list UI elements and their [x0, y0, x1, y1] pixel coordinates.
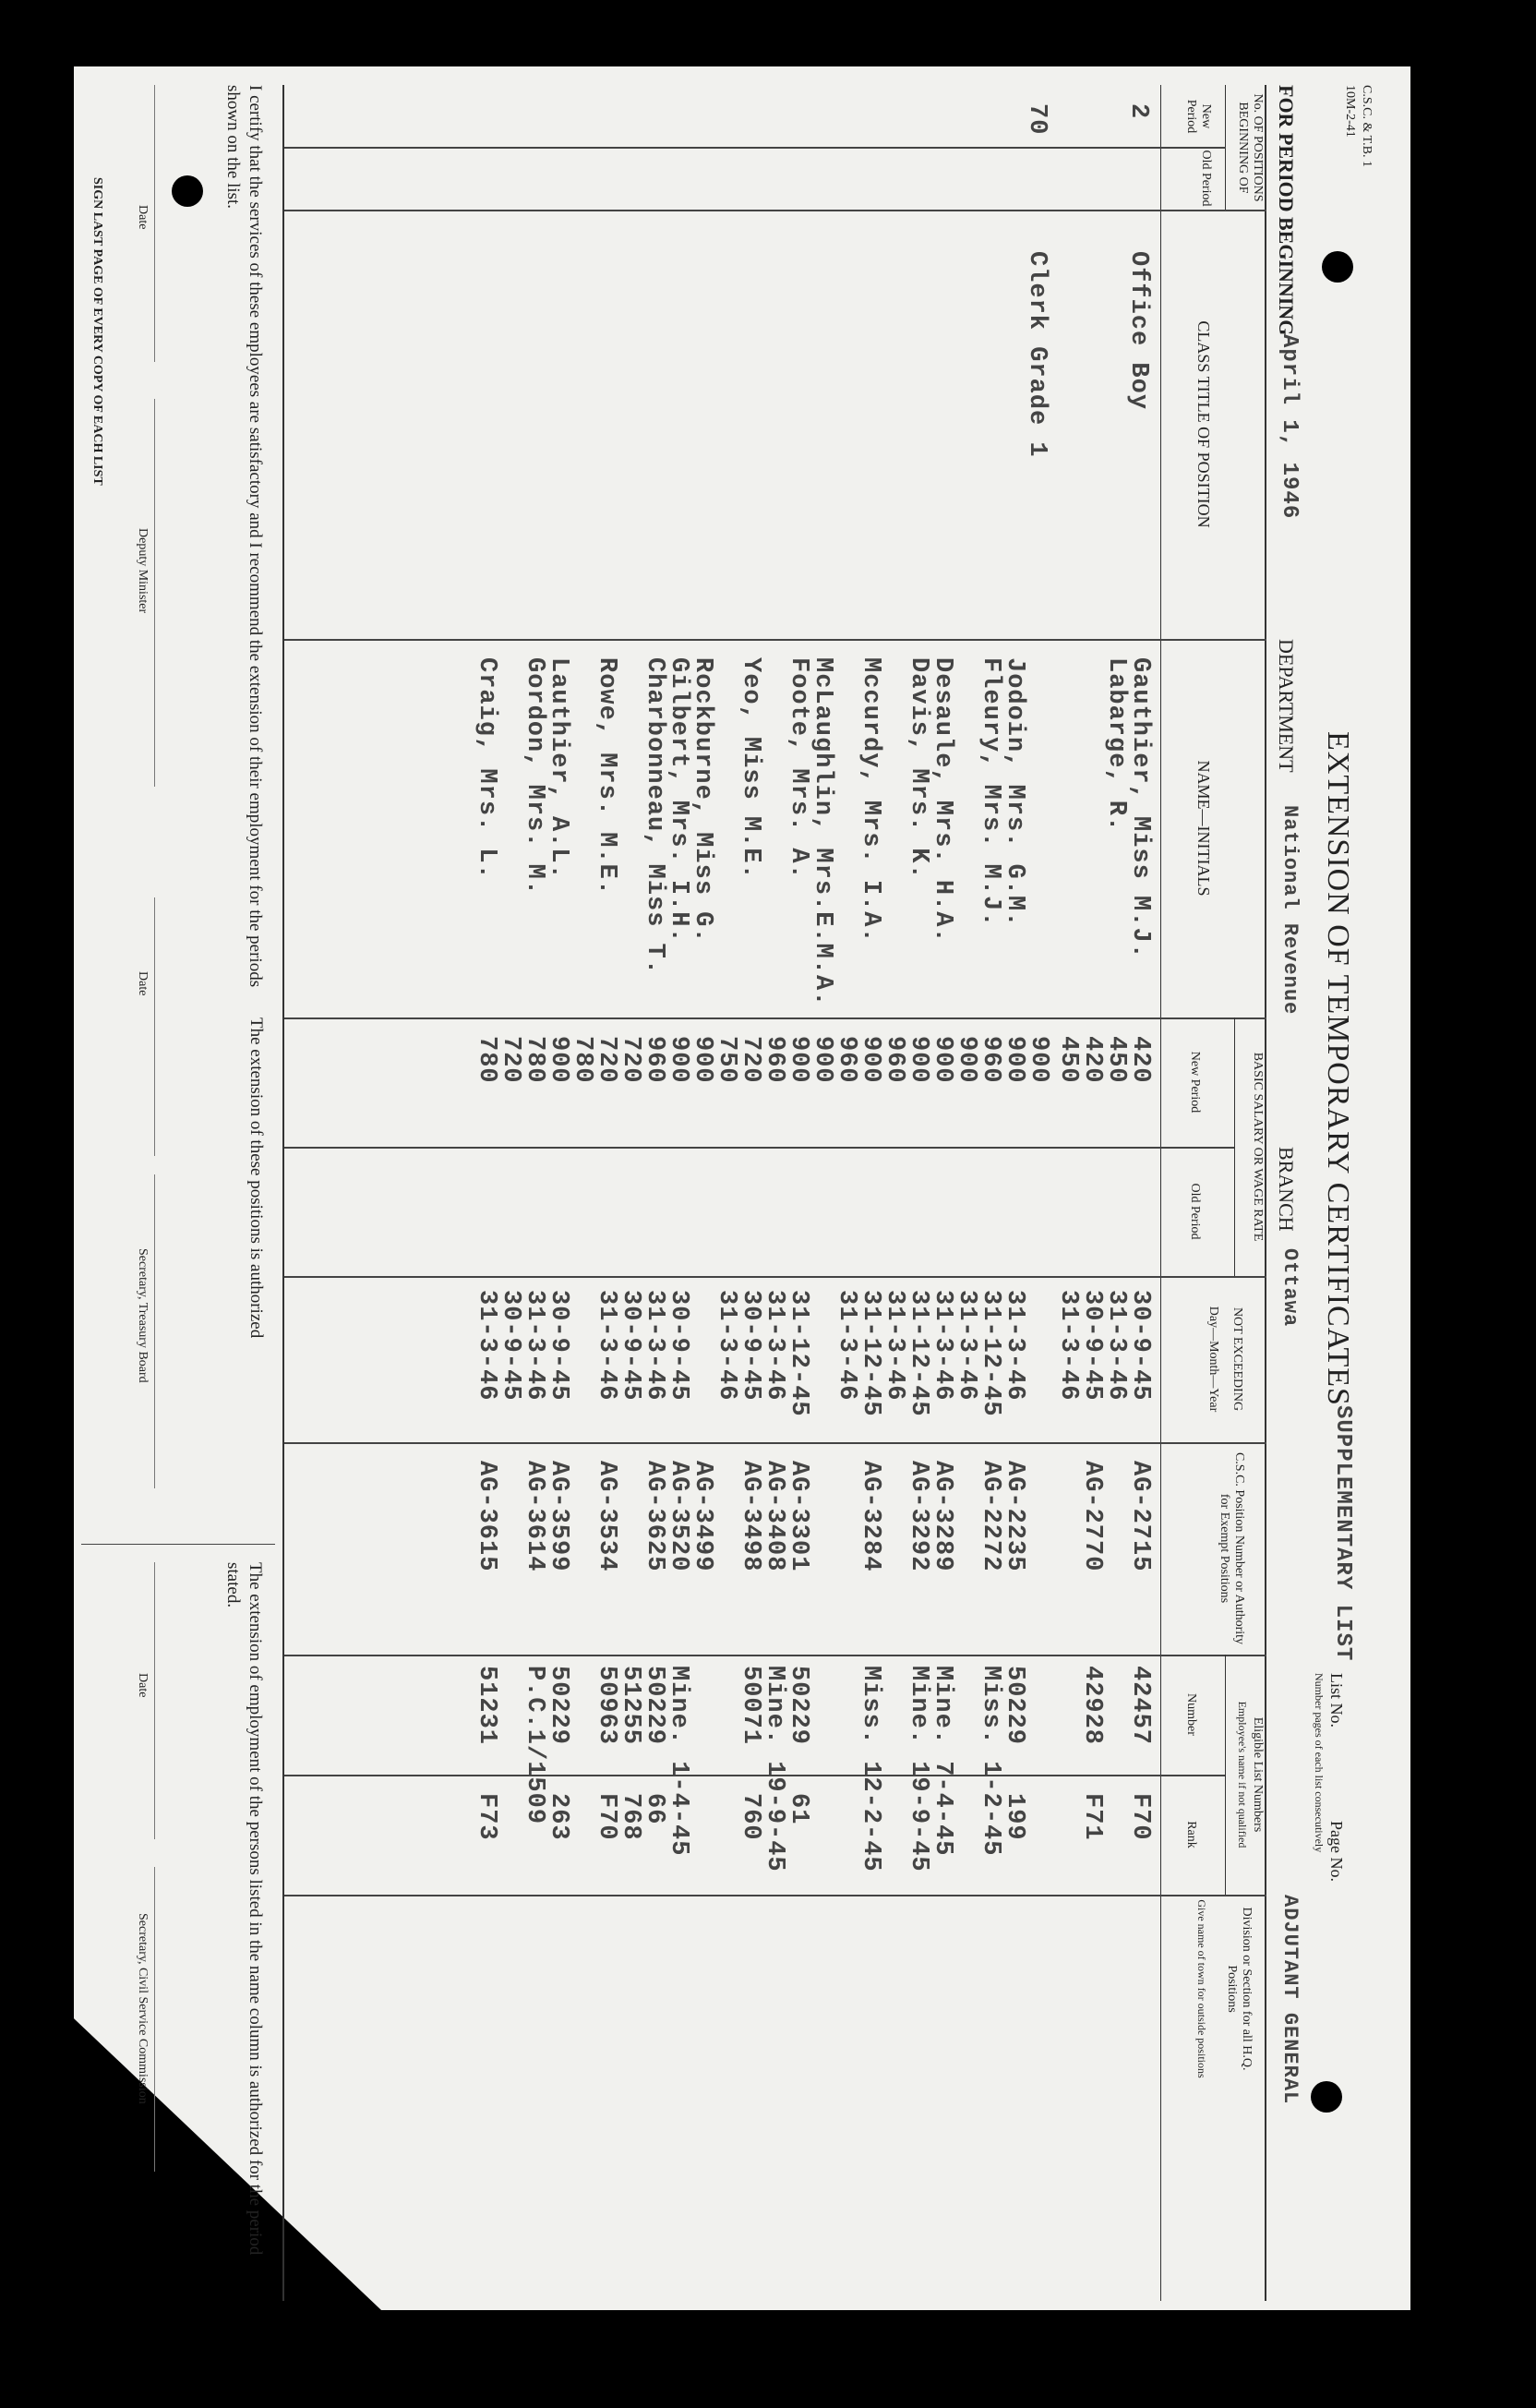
table-cell-eligible — [834, 1666, 858, 1872]
table-cell-csc: AG-3614 — [521, 1461, 548, 1572]
department-label: DEPARTMENT — [1275, 639, 1298, 773]
table-cell-csc: AG-3520 — [665, 1461, 692, 1572]
col-sep — [284, 210, 1266, 211]
table-cell-salary: 900 — [809, 1036, 836, 1084]
table-cell-rank — [714, 1793, 738, 1841]
subheader-rule — [1225, 1655, 1226, 1895]
table-top-rule — [1265, 85, 1266, 2301]
table-cell-rank — [666, 1793, 690, 1841]
col-sep — [284, 639, 1266, 641]
table-cell-csc — [810, 1461, 834, 1571]
signature-line — [154, 897, 155, 1156]
table-cell-date: 31-3-46 — [473, 1290, 500, 1402]
table-cell-salary: 960 — [761, 1036, 788, 1084]
employment-authorized-statement: The extension of employment of the persons listed in the name column is authorized for the period stated. — [223, 1562, 265, 2256]
table-cell-eligible: Mine. 1-4-45 — [665, 1666, 692, 1857]
table-cell-salary: 720 — [593, 1036, 620, 1084]
table-cell-date — [810, 1290, 834, 1417]
header-csc-position: C.S.C. Position Number or Authority for Exempt Positions — [1217, 1451, 1246, 1645]
col-sep — [284, 1147, 1235, 1149]
table-cell-eligible — [1104, 1666, 1128, 1872]
col-sep — [284, 1895, 1266, 1896]
table-cell-date: 31-3-46 — [1054, 1290, 1082, 1402]
group-spacer — [1050, 657, 1056, 1006]
table-cell-rank — [1026, 1793, 1050, 1841]
header-division: Division or Section for all H.Q. Positions — [1224, 1907, 1254, 2071]
table-cell-salary: 720 — [617, 1036, 644, 1084]
csc-secretary-label: Secretary, Civil Service Commission — [136, 1913, 150, 2104]
table-cell-csc — [570, 1461, 594, 1571]
table-cell-rank: F71 — [1078, 1793, 1106, 1841]
table-cell-csc — [498, 1461, 522, 1571]
table-cell-rank — [954, 1793, 978, 1841]
table-cell-name — [618, 657, 642, 1006]
table-cell-date: 31-3-46 — [1001, 1290, 1028, 1402]
table-cell-eligible: 51231 — [473, 1666, 500, 1746]
group-count: 70 — [1023, 103, 1050, 136]
table-cell-salary: 720 — [497, 1036, 524, 1084]
form-title: EXTENSION OF TEMPORARY CERTIFICATES — [1321, 731, 1355, 1406]
table-cell-name — [570, 657, 594, 1006]
table-cell-name: Craig, Mrs. L. — [473, 657, 500, 880]
period-label: FOR PERIOD BEGINNING — [1275, 85, 1298, 336]
group-spacer — [1050, 1290, 1056, 1417]
table-cell-rank: 760 — [737, 1793, 764, 1841]
table-cell-eligible: Miss. 1-2-45 — [977, 1666, 1004, 1857]
table-cell-date — [570, 1290, 594, 1417]
table-cell-csc: AG-3615 — [473, 1461, 500, 1572]
table-cell-name — [882, 657, 906, 1006]
table-cell-eligible — [1026, 1666, 1050, 1872]
date-column — [474, 1290, 1152, 1417]
table-cell-date: 31-3-46 — [761, 1290, 788, 1402]
table-cell-rank: F70 — [1126, 1793, 1154, 1841]
table-cell-csc: AG-3292 — [905, 1461, 932, 1572]
header-old-period: Old Period — [1199, 150, 1213, 207]
table-cell-salary: 960 — [641, 1036, 668, 1084]
table-cell-date: 31-3-46 — [953, 1290, 980, 1402]
header-division-note: Give name of town for outside positions — [1195, 1899, 1208, 2078]
table-cell-eligible — [570, 1666, 594, 1872]
table-cell-date: 31-3-46 — [521, 1290, 548, 1402]
table-cell-rank: 66 — [641, 1793, 668, 1825]
signature-line — [154, 1174, 155, 1488]
table-cell-name — [954, 657, 978, 1006]
table-cell-csc — [954, 1461, 978, 1571]
table-cell-name: Foote, Mrs. A. — [785, 657, 812, 880]
signature-line — [154, 399, 155, 787]
csc-column — [474, 1461, 1152, 1571]
table-cell-date: 31-3-46 — [929, 1290, 956, 1402]
group-class-title: Clerk Grade 1 — [1023, 251, 1050, 458]
table-cell-salary: 450 — [1102, 1036, 1130, 1084]
table-cell-name — [714, 657, 738, 1006]
table-cell-salary: 900 — [689, 1036, 716, 1084]
table-cell-name: Rowe, Mrs. M.E. — [593, 657, 620, 897]
salary-column — [474, 1036, 1152, 1084]
table-cell-salary: 900 — [953, 1036, 980, 1084]
table-cell-name — [498, 657, 522, 1006]
table-cell-date: 30-9-45 — [497, 1290, 524, 1402]
table-cell-rank: F70 — [593, 1793, 620, 1841]
header-day-month-year: Day—Month—Year — [1206, 1306, 1220, 1413]
header-number: Number — [1184, 1693, 1198, 1736]
table-cell-rank — [930, 1793, 954, 1841]
rank-column — [474, 1793, 1152, 1841]
table-cell-name — [1026, 657, 1050, 1006]
table-cell-rank — [522, 1793, 546, 1841]
supplementary-stamp: SUPPLEMENTARY LIST — [1330, 1405, 1355, 1662]
table-bottom-rule — [282, 85, 284, 2301]
table-cell-eligible — [882, 1666, 906, 1872]
table-cell-eligible: Mine. 19-9-45 — [905, 1666, 932, 1872]
table-cell-eligible: 42928 — [1078, 1666, 1106, 1746]
table-cell-rank: 768 — [617, 1793, 644, 1841]
table-cell-salary: 450 — [1054, 1036, 1082, 1084]
table-cell-csc: AG-2272 — [977, 1461, 1004, 1572]
table-cell-salary: 900 — [857, 1036, 884, 1084]
table-cell-name: Lauthier, A.L. — [545, 657, 572, 880]
form-code: C.S.C. & T.B. 1 — [1360, 85, 1374, 167]
table-cell-csc — [1056, 1461, 1080, 1571]
table-cell-salary: 420 — [1126, 1036, 1154, 1084]
table-cell-salary: 900 — [905, 1036, 932, 1084]
table-cell-name: Gilbert, Mrs. I.H. — [665, 657, 692, 944]
table-cell-salary: 900 — [545, 1036, 572, 1084]
table-cell-date: 30-9-45 — [545, 1290, 572, 1402]
table-cell-date: 31-12-45 — [905, 1290, 932, 1417]
header-salary: BASIC SALARY OR WAGE RATE — [1251, 1052, 1265, 1242]
print-code: 10M-2-41 — [1343, 85, 1357, 138]
table-cell-date: 31-3-46 — [641, 1290, 668, 1402]
table-cell-csc — [882, 1461, 906, 1571]
table-cell-date: 31-3-46 — [713, 1290, 740, 1402]
table-cell-csc — [714, 1461, 738, 1571]
table-cell-csc: AG-2770 — [1078, 1461, 1106, 1572]
table-cell-eligible: 50229 — [785, 1666, 812, 1746]
table-cell-salary: 780 — [569, 1036, 596, 1084]
header-bottom-rule — [1160, 85, 1161, 2301]
table-cell-salary: 780 — [521, 1036, 548, 1084]
col-sep — [284, 147, 1226, 149]
header-class-title: CLASS TITLE OF POSITION — [1194, 320, 1213, 528]
col-sep — [284, 1017, 1266, 1019]
table-cell-rank — [882, 1793, 906, 1841]
table-cell-csc: AG-3408 — [761, 1461, 788, 1572]
period-value: April 1, 1946 — [1277, 334, 1302, 520]
table-cell-rank — [978, 1793, 1002, 1841]
table-cell-date: 30-9-45 — [1126, 1290, 1154, 1402]
table-cell-csc — [834, 1461, 858, 1571]
table-cell-name — [1080, 657, 1104, 1006]
table-cell-eligible — [954, 1666, 978, 1872]
table-cell-csc: AG-2715 — [1126, 1461, 1154, 1572]
table-cell-csc: AG-3534 — [593, 1461, 620, 1572]
table-cell-rank — [858, 1793, 882, 1841]
table-cell-name: Gordon, Mrs. M. — [521, 657, 548, 897]
table-cell-name: Labarge, R. — [1102, 657, 1130, 833]
table-cell-eligible: 50071 — [737, 1666, 764, 1746]
table-cell-rank — [570, 1793, 594, 1841]
table-cell-eligible: 51255 — [617, 1666, 644, 1746]
table-cell-date: 30-9-45 — [665, 1290, 692, 1402]
table-cell-eligible — [690, 1666, 714, 1872]
table-cell-salary: 960 — [977, 1036, 1004, 1084]
signature-line — [154, 85, 155, 362]
header-eligible: Eligible List Numbers — [1251, 1716, 1265, 1833]
table-cell-date — [690, 1290, 714, 1417]
table-cell-eligible: Miss. 12-2-45 — [857, 1666, 884, 1872]
table-cell-csc: AG-3625 — [641, 1461, 668, 1572]
list-no-label: List No. — [1327, 1673, 1346, 1728]
table-cell-eligible — [1056, 1666, 1080, 1872]
table-cell-csc: AG-3284 — [857, 1461, 884, 1572]
table-cell-csc: AG-3599 — [545, 1461, 572, 1572]
sign-notice: SIGN LAST PAGE OF EVERY COPY OF EACH LIST — [90, 177, 104, 486]
table-cell-csc: AG-3289 — [929, 1461, 956, 1572]
header-eligible-note: Employee's name if not qualified — [1236, 1701, 1249, 1848]
header-not-exceeding: NOT EXCEEDING — [1230, 1306, 1244, 1412]
table-cell-date: 31-3-46 — [881, 1290, 908, 1402]
table-cell-eligible: Mine. 19-9-45 — [761, 1666, 788, 1872]
table-cell-salary: 900 — [665, 1036, 692, 1084]
table-cell-salary: 750 — [713, 1036, 740, 1084]
table-cell-rank: F73 — [473, 1793, 500, 1841]
table-cell-eligible: Mine. 7-4-45 — [929, 1666, 956, 1857]
table-cell-csc: AG-2235 — [1001, 1461, 1028, 1572]
table-cell-eligible — [498, 1666, 522, 1872]
rotated-form — [74, 85, 1383, 2301]
table-cell-csc — [1104, 1461, 1128, 1571]
header-new-period-salary: New Period — [1188, 1051, 1202, 1114]
table-cell-date: 31-3-46 — [1102, 1290, 1130, 1402]
table-cell-name — [1056, 657, 1080, 1006]
table-cell-salary: 420 — [1078, 1036, 1106, 1084]
table-cell-eligible — [810, 1666, 834, 1872]
table-cell-salary: 720 — [737, 1036, 764, 1084]
table-cell-eligible: 50963 — [593, 1666, 620, 1746]
branch-value: Ottawa — [1278, 1248, 1302, 1328]
table-cell-csc — [618, 1461, 642, 1571]
adjutant-stamp: ADJUTANT GENERAL — [1278, 1895, 1302, 2105]
date-label: Date — [136, 205, 150, 230]
group-count: 2 — [1124, 103, 1152, 120]
header-rank: Rank — [1184, 1821, 1198, 1848]
date-label: Date — [136, 1673, 150, 1698]
table-cell-date: 31-3-46 — [593, 1290, 620, 1402]
table-cell-name: Gauthier, Miss M.J. — [1126, 657, 1154, 959]
treasury-label: Secretary, Treasury Board — [136, 1248, 150, 1383]
table-cell-csc: AG-3498 — [737, 1461, 764, 1572]
table-cell-rank — [810, 1793, 834, 1841]
table-cell-name: Desaule, Mrs. H.A. — [929, 657, 956, 944]
name-column — [474, 657, 1152, 1006]
signature-line — [154, 1562, 155, 1839]
table-cell-eligible: 42457 — [1126, 1666, 1154, 1746]
group-spacer — [1050, 1793, 1056, 1841]
table-cell-eligible — [714, 1666, 738, 1872]
table-cell-eligible: 50229 — [545, 1666, 572, 1746]
table-cell-rank — [1104, 1793, 1128, 1841]
table-cell-date: 31-12-45 — [785, 1290, 812, 1417]
table-cell-name: Mccurdy, Mrs. I.A. — [857, 657, 884, 944]
table-cell-eligible: 50229 — [1001, 1666, 1028, 1746]
table-cell-rank — [690, 1793, 714, 1841]
table-cell-eligible: 50229 — [641, 1666, 668, 1746]
table-cell-salary: 900 — [785, 1036, 812, 1084]
table-cell-salary: 900 — [1001, 1036, 1028, 1084]
table-cell-name — [834, 657, 858, 1006]
table-cell-csc: AG-3499 — [689, 1461, 716, 1572]
table-cell-date: 31-12-45 — [857, 1290, 884, 1417]
list-no-note: Number pages of each list consecutively — [1313, 1673, 1326, 1853]
date-label: Date — [136, 971, 150, 996]
group-spacer — [1050, 1666, 1056, 1872]
table-cell-csc: AG-3301 — [785, 1461, 812, 1572]
table-cell-name: Yeo, Miss M.E. — [737, 657, 764, 880]
table-cell-csc — [1026, 1461, 1050, 1571]
table-cell-rank — [762, 1793, 786, 1841]
branch-label: BRANCH — [1275, 1147, 1298, 1232]
footer-divider — [81, 1544, 275, 1545]
table-cell-salary: 780 — [473, 1036, 500, 1084]
table-cell-date: 31-3-46 — [833, 1290, 860, 1402]
col-sep — [284, 1442, 1266, 1444]
table-cell-salary: 900 — [1025, 1036, 1052, 1084]
group-spacer — [1050, 1461, 1056, 1571]
table-cell-name: Charbonneau, Miss T. — [641, 657, 668, 976]
table-cell-rank: 263 — [545, 1793, 572, 1841]
table-cell-rank — [498, 1793, 522, 1841]
table-cell-date: 30-9-45 — [1078, 1290, 1106, 1402]
signature-line — [154, 1867, 155, 2172]
deputy-minister-label: Deputy Minister — [136, 528, 150, 614]
table-cell-salary: 960 — [833, 1036, 860, 1084]
authorized-statement: The extension of these positions is authorized — [246, 1017, 266, 1339]
table-cell-name: Rockburne, Miss G. — [689, 657, 716, 944]
header-name: NAME—INITIALS — [1194, 760, 1213, 897]
table-cell-rank — [834, 1793, 858, 1841]
header-positions: No. OF POSITIONS BEGINNING OF — [1235, 93, 1265, 202]
table-cell-name: Fleury, Mrs. M.J. — [977, 657, 1004, 928]
table-cell-eligible: P.C.1/1509 — [521, 1666, 548, 1825]
table-cell-rank: 61 — [785, 1793, 812, 1825]
certify-statement: I certify that the services of these employees are satisfactory and I recommend the extension of their employment for the periods shown on the list. — [223, 85, 265, 988]
header-new-period: New Period — [1183, 99, 1213, 134]
table-cell-name: Davis, Mrs. K. — [905, 657, 932, 880]
table-cell-name: Jodoin, Mrs. G.M. — [1001, 657, 1028, 928]
header-old-period-salary: Old Period — [1188, 1183, 1202, 1240]
table-cell-date: 30-9-45 — [617, 1290, 644, 1402]
table-cell-date: 31-12-45 — [977, 1290, 1004, 1417]
eligible-column — [474, 1666, 1152, 1872]
table-cell-date: 30-9-45 — [737, 1290, 764, 1402]
table-cell-name: McLaughlin, Mrs.E.M.A. — [809, 657, 836, 1007]
table-cell-salary: 960 — [881, 1036, 908, 1084]
col-sep — [284, 1655, 1266, 1656]
table-cell-rank — [1056, 1793, 1080, 1841]
table-cell-date — [1026, 1290, 1050, 1417]
table-cell-salary: 900 — [929, 1036, 956, 1084]
group-class-title: Office Boy — [1124, 251, 1152, 411]
subheader-rule — [1234, 1017, 1235, 1276]
table-cell-rank: 199 — [1001, 1793, 1028, 1841]
table-cell-rank — [906, 1793, 930, 1841]
col-sep — [284, 1276, 1266, 1278]
table-cell-name — [762, 657, 786, 1006]
department-value: National Revenue — [1278, 805, 1302, 1016]
page-no-label: Page No. — [1327, 1821, 1346, 1882]
